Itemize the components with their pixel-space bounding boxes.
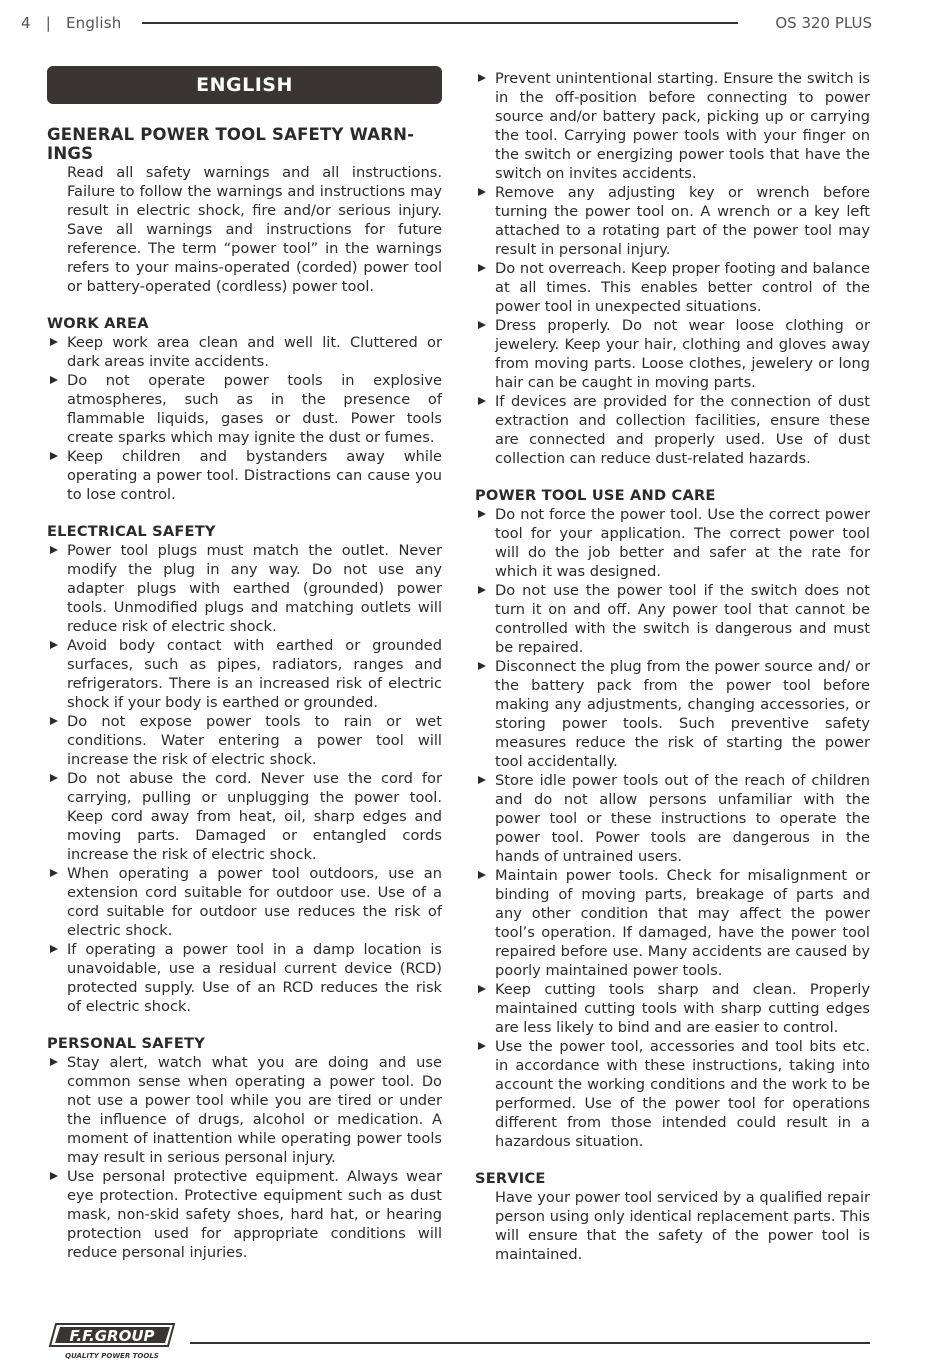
page-footer: [0, 1318, 950, 1364]
header-language: English: [65, 14, 122, 32]
list-item: Power tool plugs must match the outlet. Never modify the plug in any way. Do not use any adapter plugs with earthed (grounded) power tools. Unmodified plugs and matching outlets will reduce risk of electric shock.: [47, 541, 442, 636]
list-item: Do not expose power tools to rain or wet conditions. Water entering a power tool will increase the risk of electric shock.: [47, 712, 442, 769]
list-item: Do not force the power tool. Use the correct power tool for your application. The correct power tool will do the job better and safer at the rate for which it was designed.: [475, 505, 870, 581]
list-item: Use the power tool, accessories and tool bits etc. in accordance with these instructions, taking into account the working conditions and the work to be performed. Use of the power tool for operations different from those intended could result in a hazardous situation.: [475, 1037, 870, 1151]
list-item: When operating a power tool outdoors, use an extension cord suitable for outdoor use. Use of a cord suitable for outdoor use reduces the risk of electric shock.: [47, 864, 442, 940]
work-area-list: [47, 333, 442, 504]
section-title-service: SERVICE: [475, 1170, 546, 1187]
page-header: [0, 0, 950, 50]
logo-text: F.F.GROUP: [69, 1327, 155, 1345]
service-paragraph: Have your power tool serviced by a qualified repair person using only identical replacement parts. This will ensure that the safety of the power tool is maintained.: [495, 1189, 870, 1263]
list-item: Do not abuse the cord. Never use the cord for carrying, pulling or unplugging the power tool. Keep cord away from heat, oil, sharp edges and moving parts. Damaged or entangled cords increase the risk of electric shock.: [47, 769, 442, 864]
list-item: Dress properly. Do not wear loose clothing or jewelery. Keep your hair, clothing and gloves away from moving parts. Loose clothes, jewelery or long hair can be caught in moving parts.: [475, 316, 870, 392]
list-item: Do not operate power tools in explosive atmospheres, such as in the presence of flammable liquids, gases or dust. Power tools create sparks which may ignite the dust or fumes.: [47, 371, 442, 447]
list-item: If devices are provided for the connection of dust extraction and collection facilities, ensure these are connected and properly used. Use of dust collection can reduce dust-related hazards.: [475, 392, 870, 468]
list-item: Do not use the power tool if the switch does not turn it on and off. Any power tool that cannot be controlled with the switch is dangerous and must be repaired.: [475, 581, 870, 657]
section-title-work-area: WORK AREA: [47, 315, 149, 332]
list-item: Avoid body contact with earthed or grounded surfaces, such as pipes, radiators, ranges and refrigerators. There is an increased risk of electric shock if your body is earthed or grounded.: [47, 636, 442, 712]
section-title-power-tool-use: POWER TOOL USE AND CARE: [475, 487, 716, 504]
right-column: [475, 69, 870, 1264]
header-separator: |: [45, 14, 51, 32]
electrical-safety-list: [47, 541, 442, 1016]
personal-safety-list-part1: [47, 1053, 442, 1262]
list-item: Keep children and bystanders away while operating a power tool. Distractions can cause you to lose control.: [47, 447, 442, 504]
left-column: [47, 66, 442, 1262]
list-item: Keep cutting tools sharp and clean. Properly maintained cutting tools with sharp cutting edges are less likely to bind and are easier to control.: [475, 980, 870, 1037]
header-rule: [142, 22, 738, 24]
list-item: Prevent unintentional starting. Ensure the switch is in the off-position before connecting to power source and/or battery pack, picking up or carrying the tool. Carrying power tools with your finger on the switch or energizing power tools that have the switch on invites accidents.: [475, 69, 870, 183]
footer-rule: [190, 1342, 870, 1344]
header-left: [21, 14, 122, 32]
ffgroup-logo: [48, 1322, 180, 1366]
list-item: Store idle power tools out of the reach of children and do not allow persons unfamiliar with the power tool or these instructions to operate the power tool. Power tools are dangerous in the hands of untrained users.: [475, 771, 870, 866]
header-model: OS 320 PLUS: [775, 14, 872, 32]
section-title-electrical-safety: ELECTRICAL SAFETY: [47, 523, 216, 540]
section-title-personal-safety: PERSONAL SAFETY: [47, 1035, 205, 1052]
power-tool-use-list: [475, 505, 870, 1151]
personal-safety-list-part2: [475, 69, 870, 468]
list-item: Use personal protective equipment. Always wear eye protection. Protective equipment such as dust mask, non-skid safety shoes, hard hat, or hearing protection used for appropriate conditions will reduce personal injuries.: [47, 1167, 442, 1262]
page-number: 4: [21, 14, 31, 32]
list-item: Keep work area clean and well lit. Cluttered or dark areas invite accidents.: [47, 333, 442, 371]
list-item: Stay alert, watch what you are doing and use common sense when operating a power tool. Do not use a power tool while you are tired or under the influence of drugs, alcohol or medication. A moment of inattention while operating power tools may result in serious personal injury.: [47, 1053, 442, 1167]
intro-paragraph: Read all safety warnings and all instructions. Failure to follow the warnings and instructions may result in electric shock, fire and/or serious injury. Save all warnings and instructions for future reference. The term “power tool” in the warnings refers to your mains-operated (corded) power tool or battery-operated (cordless) power tool.: [67, 164, 442, 295]
ffgroup-logo-icon: [48, 1322, 180, 1362]
language-banner: ENGLISH: [47, 66, 442, 104]
list-item: Remove any adjusting key or wrench before turning the power tool on. A wrench or a key left attached to a rotating part of the power tool may result in personal injury.: [475, 183, 870, 259]
main-title: GENERAL POWER TOOL SAFETY WARN- INGS: [47, 125, 415, 163]
list-item: Disconnect the plug from the power source and/ or the battery pack from the power tool before making any adjustments, changing accessories, or storing power tools. Such preventive safety measures reduce the risk of starting the power tool accidentally.: [475, 657, 870, 771]
logo-tagline: QUALITY POWER TOOLS: [65, 1352, 159, 1360]
list-item: Maintain power tools. Check for misalignment or binding of moving parts, breakage of parts and any other condition that may affect the power tool’s operation. If damaged, have the power tool repaired before use. Many accidents are caused by poorly maintained power tools.: [475, 866, 870, 980]
list-item: If operating a power tool in a damp location is unavoidable, use a residual current device (RCD) protected supply. Use of an RCD reduces the risk of electric shock.: [47, 940, 442, 1016]
list-item: Do not overreach. Keep proper footing and balance at all times. This enables better control of the power tool in unexpected situations.: [475, 259, 870, 316]
